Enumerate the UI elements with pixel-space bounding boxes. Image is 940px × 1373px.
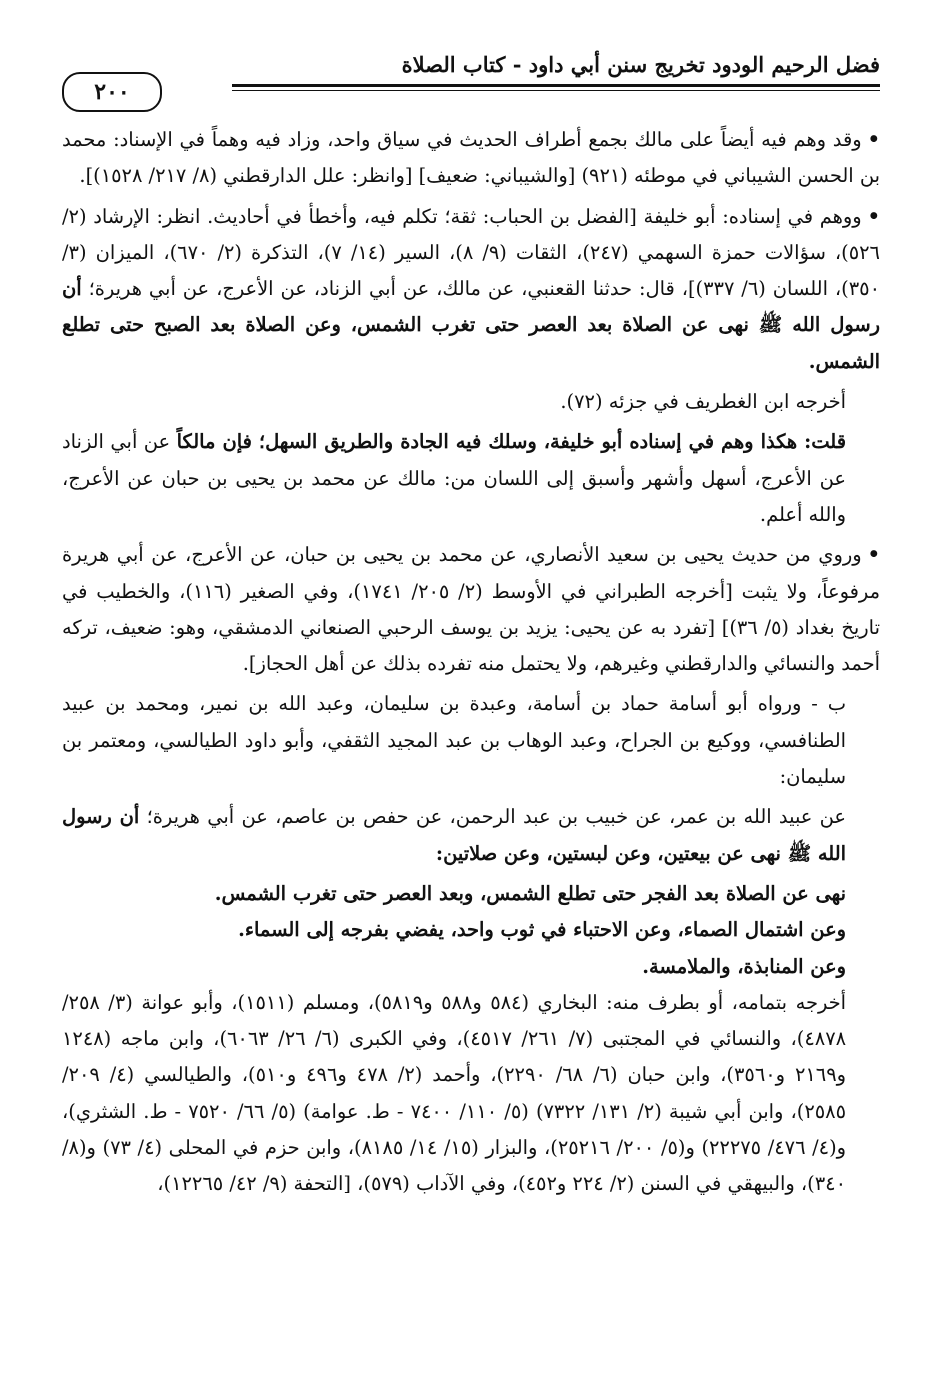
hadith-line: وعن المنابذة، والملامسة. xyxy=(642,954,846,978)
page-header xyxy=(62,52,880,105)
bullet-icon: • xyxy=(867,204,880,228)
paragraph: ب - ورواه أبو أسامة حماد بن أسامة، وعبدة بن سليمان، وعبد الله بن نمير، ومحمد بن عبيد الطنافسي، ووكيع بن الجراح، وعبد الوهاب بن عبد المجيد الثقفي، وأبو داود الطيالسي، ومعتمر بن سليمان: xyxy=(62,692,846,789)
paragraph: قلت: هكذا وهم في إسناده أبو خليفة، وسلك فيه الجادة والطريق السهل؛ فإن مالكاً عن أبي الزناد عن الأعرج، أسهل وأشهر وأسبق إلى اللسان من: مالك عن محمد بن يحيى بن حبان عن الأعرج، والله أعلم. xyxy=(62,430,846,526)
bullet-icon: • xyxy=(867,543,880,567)
hadith-text: أن رسول الله ﷺ نهى عن الصلاة بعد العصر حتى تغرب الشمس، وعن الصلاة بعد الصبح حتى تطلع الشمس. xyxy=(62,277,880,373)
paragraph: عن عبيد الله بن عمر، عن خبيب بن عبد الرحمن، عن حفص بن عاصم، عن أبي هريرة؛ أن رسول الله ﷺ نهى عن بيعتين، وعن لبستين، وعن صلاتين: xyxy=(62,805,846,865)
hadith-line: وعن اشتمال الصماء، وعن الاحتباء في ثوب واحد، يفضي بفرجه إلى السماء. xyxy=(238,918,846,942)
page-body xyxy=(62,122,880,1207)
paragraph: أخرجه ابن الغطريف في جزئه (٧٢). xyxy=(560,390,846,414)
bullet-icon: • xyxy=(867,128,880,151)
paragraph: •ووهم في إسناده: أبو خليفة [الفضل بن الحباب: ثقة؛ تكلم فيه، وأخطأ في أحاديث. انظر: الإرشاد (٢/ ٥٢٦)، سؤالات حمزة السهمي (٢٤٧)، الثقات (٩/ ٨)، السير (١٤/ ٧)، التذكرة (٢/ ٦٧٠)، الميزان (٣/ ٣٥٠)، اللسان (٦/ ٣٣٧)]، قال: حدثنا القعنبي، عن مالك، عن أبي الزناد، عن الأعرج، عن أبي هريرة؛ أن رسول الله ﷺ نهى عن الصلاة بعد العصر حتى تغرب الشمس، وعن الصلاة بعد الصبح حتى تطلع الشمس. xyxy=(62,204,880,373)
comment-text: قلت: هكذا وهم في إسناده أبو خليفة، وسلك فيه الجادة والطريق السهل؛ فإن مالكاً xyxy=(176,430,846,454)
hadith-text: أن رسول الله ﷺ نهى عن بيعتين، وعن لبستين، وعن صلاتين: xyxy=(62,805,846,865)
hadith-line: نهى عن الصلاة بعد الفجر حتى تطلع الشمس، وبعد العصر حتى تغرب الشمس. xyxy=(214,881,846,905)
page-number: ٢٠٠ xyxy=(62,72,162,112)
page-number-box xyxy=(62,72,232,112)
paragraph: •وقد وهم فيه أيضاً على مالك بجمع أطراف الحديث في سياق واحد، وزاد فيه وهماً في الإسناد: محمد بن الحسن الشيباني في موطئه (٩٢١) [والشيباني: ضعيف] [وانظر: علل الدارقطني (٨/ ٢١٧/ ١٥٢٨)]. xyxy=(62,128,880,188)
running-title: فضل الرحيم الودود تخريج سنن أبي داود - كتاب الصلاة xyxy=(401,52,880,77)
paragraph: •وروي من حديث يحيى بن سعيد الأنصاري، عن محمد بن يحيى بن حبان، عن الأعرج، عن أبي هريرة مرفوعاً، ولا يثبت [أخرجه الطبراني في الأوسط (٢/ ٢٠٥/ ١٧٤١)، وفي الصغير (١١٦)، والخطيب في تاريخ بغداد (٥/ ٣٦)] [تفرد به عن يحيى: يزيد بن يوسف الرحبي الصنعاني الدمشقي، وهو: ضعيف، تركه أحمد والنسائي والدارقطني وغيرهم، ولا يحتمل منه تفرده بذلك عن أهل الحجاز]. xyxy=(62,543,881,676)
paragraph: أخرجه بتمامه، أو بطرف منه: البخاري (٥٨٤ و٥٨٨ و٥٨١٩)، ومسلم (١٥١١)، وأبو عوانة (٣/ ٢٥٨/ ٤٨٧٨)، والنسائي في المجتبى (٧/ ٢٦١/ ٤٥١٧)، وفي الكبرى (٦/ ٢٦/ ٦٠٦٣)، وابن ماجه (١٢٤٨ و٢١٦٩ و٣٥٦٠)، وابن حبان (٦/ ٦٨/ ٢٢٩٠)، وأحمد (٢/ ٤٧٨ و٤٩٦ و٥١٠)، والطيالسي (٤/ ٢٠٩/ ٢٥٨٥)، وابن أبي شيبة (٢/ ١٣١/ ٧٣٢٢) (٥/ ١١٠/ ٧٤٠٠ - ط. عوامة) (٥/ ٦٦/ ٧٥٢٠ - ط. الشثري)، و(٤/ ٤٧٦/ ٢٢٢٧٥) و(٥/ ٢٠٠/ ٢٥٢١٦)، والبزار (١٥/ ١٤/ ٨١٨٥)، وابن حزم في المحلى (٤/ ٧٣) و(٨/ ٣٤٠)، والبيهقي في السنن (٢/ ٢٢٤ و٤٥٢)، وفي الآداب (٥٧٩)، [التحفة (٩/ ٤٢/ ١٢٢٦٥)، xyxy=(62,990,847,1196)
